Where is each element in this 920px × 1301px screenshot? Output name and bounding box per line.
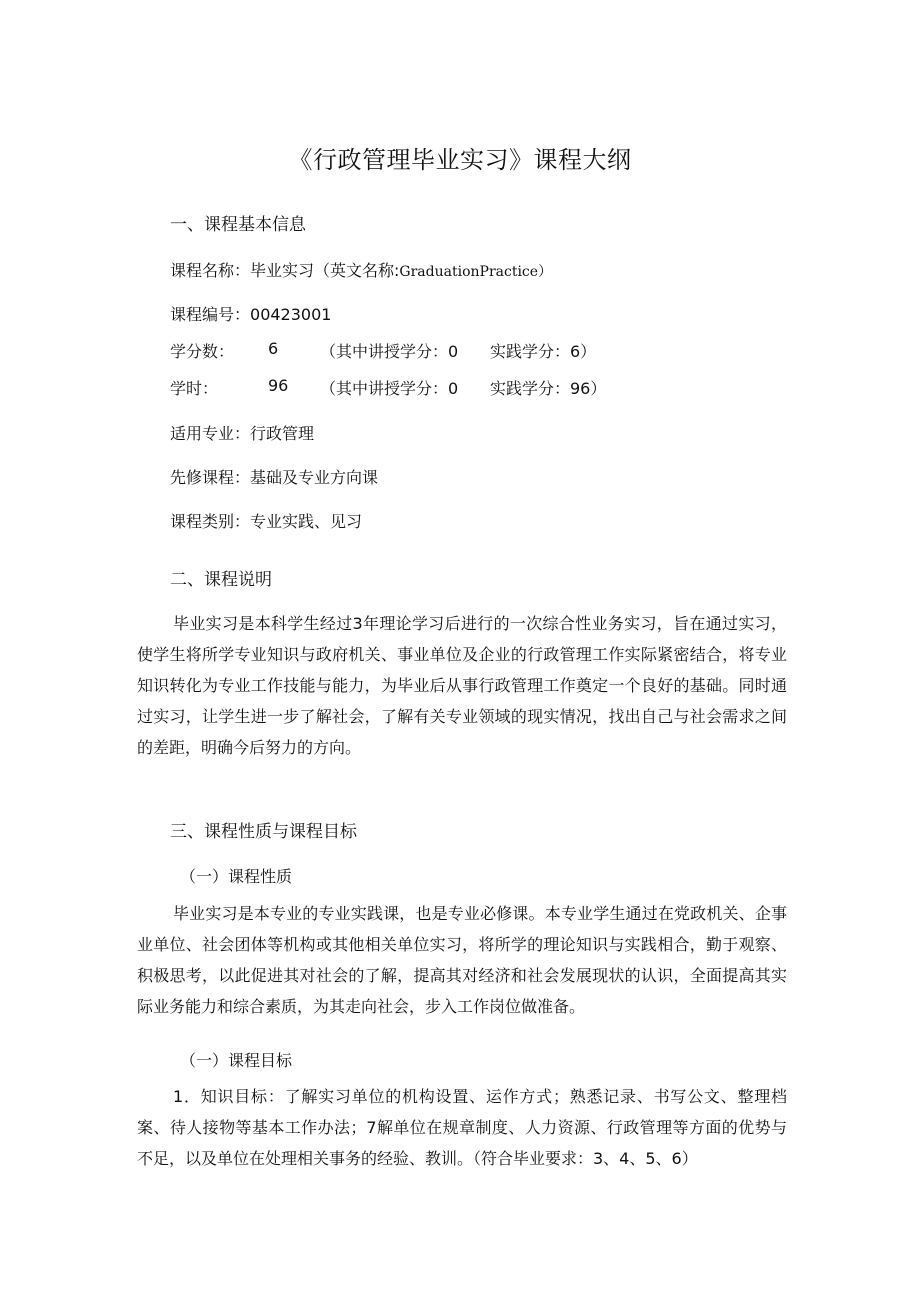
section-heading-basic-info: 一、课程基本信息 xyxy=(170,215,306,235)
subheading-course-nature: （一）课程性质 xyxy=(180,867,293,886)
course-name-label: 课程名称： xyxy=(170,261,251,280)
course-code-value: 00423001 xyxy=(250,305,332,324)
prerequisite-courses: 先修课程：基础及专业方向课 xyxy=(170,468,379,487)
course-name-line xyxy=(170,258,552,281)
course-name-close: ） xyxy=(538,264,553,280)
document-title: 《行政管理毕业实习》课程大纲 xyxy=(288,146,632,174)
subheading-course-goals: （一）课程目标 xyxy=(180,1051,293,1070)
course-code-label: 课程编号： xyxy=(170,305,251,324)
credit-label: 学分数： xyxy=(170,342,235,361)
course-code-line xyxy=(170,302,331,325)
section-heading-nature-and-goals: 三、课程性质与课程目标 xyxy=(170,822,357,842)
hours-value: 96 xyxy=(268,376,289,395)
course-nature-paragraph: 毕业实习是本专业的专业实践课，也是专业必修课。本专业学生通过在党政机关、企事业单位、社会团体等机构或其他相关单位实习，将所学的理论知识与实践相合，勤于观察、积极思考，以此促进其对社会的了解，提高其对经济和社会发展现状的认识，全面提高其实际业务能力和综合素质，为其走向社会，步入工作岗位做准备。 xyxy=(137,904,787,1016)
credit-practice: 实践学分：6） xyxy=(490,342,597,361)
hours-lecture: （其中讲授学分：0 xyxy=(320,379,459,398)
hours-label: 学时： xyxy=(170,379,219,398)
hours-practice: 实践学分：96） xyxy=(490,379,607,398)
section-heading-course-description: 二、课程说明 xyxy=(170,570,272,590)
course-name-value: 毕业实习（英文名称: xyxy=(250,261,400,280)
course-category: 课程类别：专业实践、见习 xyxy=(170,512,363,531)
credit-lecture: （其中讲授学分：0 xyxy=(320,342,459,361)
course-description-paragraph: 毕业实习是本科学生经过3年理论学习后进行的一次综合性业务实习，旨在通过实习，使学生将所学专业知识与政府机关、事业单位及企业的行政管理工作实际紧密结合，将专业知识转化为专业工作技能与能力，为毕业后从事行政管理工作奠定一个良好的基础。同时通过实习，让学生进一步了解社会，了解有关专业领域的现实情况，找出自己与社会需求之间的差距，明确今后努力的方向。 xyxy=(137,614,787,757)
course-name-english: GraduationPractice xyxy=(399,264,539,280)
credit-value: 6 xyxy=(268,339,279,358)
applicable-major: 适用专业：行政管理 xyxy=(170,424,315,443)
course-goals-paragraph: 1．知识目标：了解实习单位的机构设置、运作方式；熟悉记录、书写公文、整理档案、待人接物等基本工作办法；7解单位在规章制度、人力资源、行政管理等方面的优势与不足，以及单位在处理相关事务的经验、教训。（符合毕业要求：3、4、5、6） xyxy=(137,1087,787,1168)
